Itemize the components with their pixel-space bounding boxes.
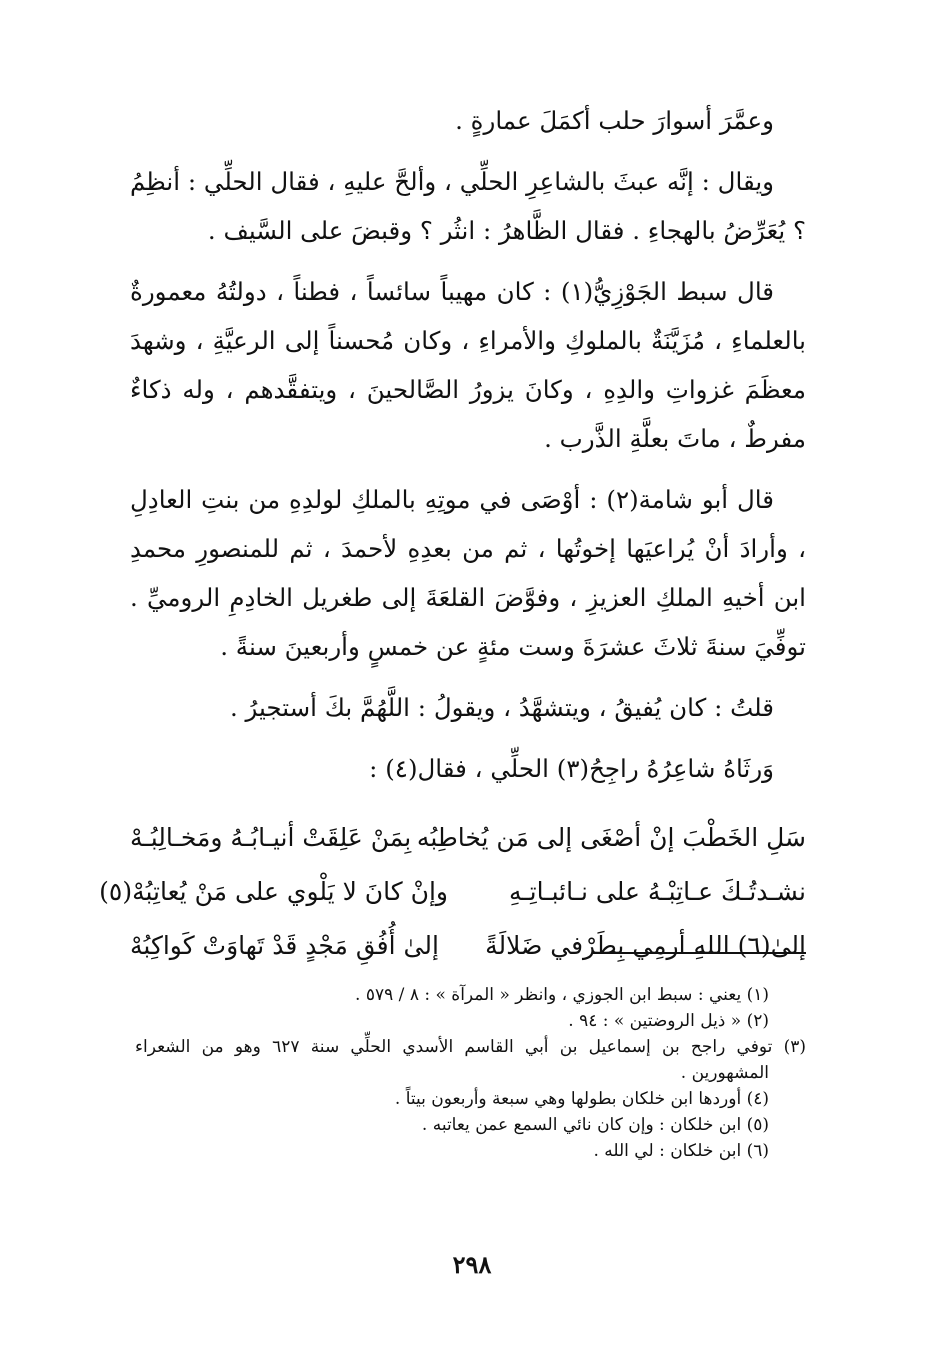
- verse-second-hemistich: إلىٰ أُفُقِ مَجْدٍ قَدْ تَهاوَتْ كَواكِبُهْ: [130, 931, 439, 960]
- footnote-6: (٦) ابن خلكان : لي الله .: [593, 1141, 769, 1161]
- footnotes: [135, 982, 806, 1164]
- paragraph-poet-anecdote: ويقال : إنَّه عبثَ بالشاعِرِ الحلِّي ، وألحَّ عليهِ ، فقال الحلِّي : أنظِمُ ؟ يُعَرِّضُ بالهجاءِ . فقال الظَّاهرُ : انثُر ؟ وقبضَ على السَّيف .: [130, 167, 806, 245]
- paragraph-abu-shama: قال أبو شامة(٢) : أوْصَى في موتِهِ بالملكِ لولدِهِ من بنتِ العادِلِ ، وأرادَ أنْ يُراعيَها إخوتُها ، ثم من بعدِهِ لأحمدَ ، ثم للمنصورِ محمدِ ابن أخيهِ الملكِ العزيزِ ، وفوَّضَ القلعَةَ إلى طغريل الخادِمِ الروميِّ . توفِّيَ سنةَ ثلاثَ عشرَةَ وست مئةٍ عن خمسٍ وأربعينَ سنةً .: [130, 485, 806, 661]
- poem-verse: [99, 865, 806, 919]
- paragraph-elegy-intro: وَرثَاهُ شاعِرُهُ راجِحُ(٣) الحلِّي ، فقال(٤) :: [369, 754, 774, 783]
- verse-first-hemistich: نشـدتُـكَ عـاتِبْـهُ على نـائبـاتِـهِ: [508, 877, 806, 906]
- footnote-1: (١) يعني : سبط ابن الجوزي ، وانظر « المرآة » : ٨ / ٥٧٩ .: [355, 985, 769, 1005]
- paragraph-sibt-ibn-jawzi: قال سبط الجَوْزِيُّ(١) : كان مهيباً سائساً ، فطناً ، دولتُهُ معمورةٌ بالعلماءِ ، مُزَيَّنَةٌ بالملوكِ والأمراءِ ، وكان مُحسناً إلى الرعيَّةِ ، وشهدَ معظَمَ غزواتِ والدِهِ ، وكانَ يزورُ الصَّالحينَ ، ويتفقَّدهم ، وله ذكاءٌ مفرطٌ ، ماتَ بعلَّةِ الذَّرب .: [130, 277, 806, 453]
- poem-verse: [130, 811, 806, 865]
- verse-second-hemistich: وإنْ كانَ لا يَلْوي على مَنْ يُعاتِبُهْ(٥): [99, 877, 448, 906]
- verse-first-hemistich: سَلِ الخَطْبَ إنْ أصْغَى إلى مَن يُخاطِبُه: [416, 823, 806, 852]
- paragraph-walls: وعمَّرَ أسوارَ حلب أكمَلَ عمارةٍ .: [455, 106, 774, 135]
- main-text: [99, 96, 806, 973]
- footnote-4: (٤) أوردها ابن خلكان بطولها وهي سبعة وأربعون بيتاً .: [394, 1089, 769, 1109]
- poem-verse: [130, 919, 806, 973]
- verse-second-hemistich: بِمَنْ عَلِقَتْ أنيـابُـهُ ومَخـالِبُـهْ: [130, 823, 412, 852]
- footnote-3: (٣) توفي راجح بن إسماعيل بن أبي القاسم الأسدي الحلِّي سنة ٦٢٧ وهو من الشعراء المشهورين .: [135, 1037, 806, 1083]
- footnote-divider: [592, 952, 806, 954]
- paragraph-author-note: قلتُ : كان يُفيقُ ، ويتشهَّدُ ، ويقولُ : اللَّهُمَّ بكَ أستجيرُ .: [229, 693, 774, 722]
- page-number: ٢٩٨: [452, 1250, 492, 1279]
- verse-first-hemistich: إلىٰ(٦) اللهِ أرمِي بِطَرْفي ضَلالَةً: [485, 931, 806, 960]
- footnote-5: (٥) ابن خلكان : وإن كان نائي السمع عمن يعاتبه .: [421, 1115, 769, 1135]
- footnote-2: (٢) « ذيل الروضتين » : ٩٤ .: [568, 1011, 769, 1031]
- poem: [99, 811, 806, 973]
